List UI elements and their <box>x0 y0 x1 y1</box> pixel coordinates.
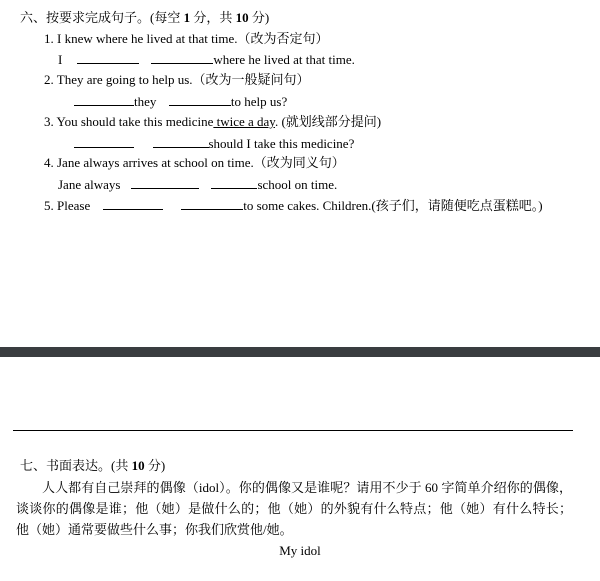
question-3-blank-1[interactable] <box>74 135 134 148</box>
question-4-answer-start: Jane always <box>58 177 121 192</box>
question-3-blank-2[interactable] <box>153 135 209 148</box>
question-2-blank-1[interactable] <box>74 93 134 106</box>
writing-rule-line <box>13 430 573 431</box>
section-7-heading <box>20 458 165 474</box>
question-3-answer-line <box>74 135 354 152</box>
question-5-blank-2[interactable] <box>181 197 243 210</box>
essay-title: My idol <box>279 543 321 558</box>
section-7-total-points: 10 <box>131 458 145 473</box>
question-2-prompt: 2. They are going to help us.（改为一般疑问句） <box>44 72 310 87</box>
section-6-heading-text-mid: 分，共 <box>190 10 236 25</box>
question-2-blank-2[interactable] <box>169 93 231 106</box>
section-6-heading-text: 六、按要求完成句子。(每空 <box>20 10 184 25</box>
section-6-total-points: 10 <box>235 10 249 25</box>
question-3-prompt-start: 3. You should take this medicine <box>44 114 214 129</box>
question-1-answer-line <box>58 51 355 68</box>
section-7-instructions: 人人都有自己崇拜的偶像（idol）。你的偶像又是谁呢？请用不少于 60 字简单介绍你的偶像，谈谈你的偶像是谁；他（她）是做什么的；他（她）的外貌有什么特点；他（她）有什么特长；他（她）通常要做些什么事；你我们欣赏他/她。 <box>16 480 572 537</box>
question-3-answer-end: should I take this medicine? <box>208 136 355 151</box>
question-5-answer-start: 5. Please <box>44 198 91 213</box>
question-2-answer-line <box>74 93 287 110</box>
question-1-answer-end: where he lived at that time. <box>213 52 355 67</box>
question-1-prompt: 1. I knew where he lived at that time.（改为否定句） <box>44 31 329 46</box>
page-divider-bar <box>0 347 600 357</box>
question-1-blank-2[interactable] <box>151 51 213 64</box>
question-4-blank-2[interactable] <box>211 176 257 189</box>
question-4-answer-line <box>58 176 337 193</box>
section-7-heading-text-end: 分) <box>144 458 166 473</box>
question-5-line <box>44 197 543 214</box>
question-1-blank-1[interactable] <box>77 51 139 64</box>
question-2-answer-mid: they <box>134 94 157 109</box>
section-6-points-per-blank: 1 <box>183 10 191 25</box>
section-7-heading-text: 七、书面表达。(共 <box>20 458 132 473</box>
section-6-heading-text-end: 分) <box>248 10 270 25</box>
question-1-answer-start: I <box>58 52 63 67</box>
question-4-prompt: 4. Jane always arrives at school on time.（改为同义句） <box>44 155 345 170</box>
question-3-prompt <box>44 114 381 130</box>
question-4-blank-1[interactable] <box>131 176 199 189</box>
question-2-answer-end: to help us? <box>230 94 288 109</box>
question-5-answer-end: to some cakes. Children.(孩子们，请随便吃点蛋糕吧。) <box>243 198 543 213</box>
question-3-underlined-phrase: twice a day <box>213 114 275 129</box>
section-6-heading <box>20 10 269 26</box>
question-3-prompt-end: . (就划线部分提问) <box>274 114 382 129</box>
question-5-blank-1[interactable] <box>103 197 163 210</box>
question-4-answer-end: school on time. <box>257 177 338 192</box>
